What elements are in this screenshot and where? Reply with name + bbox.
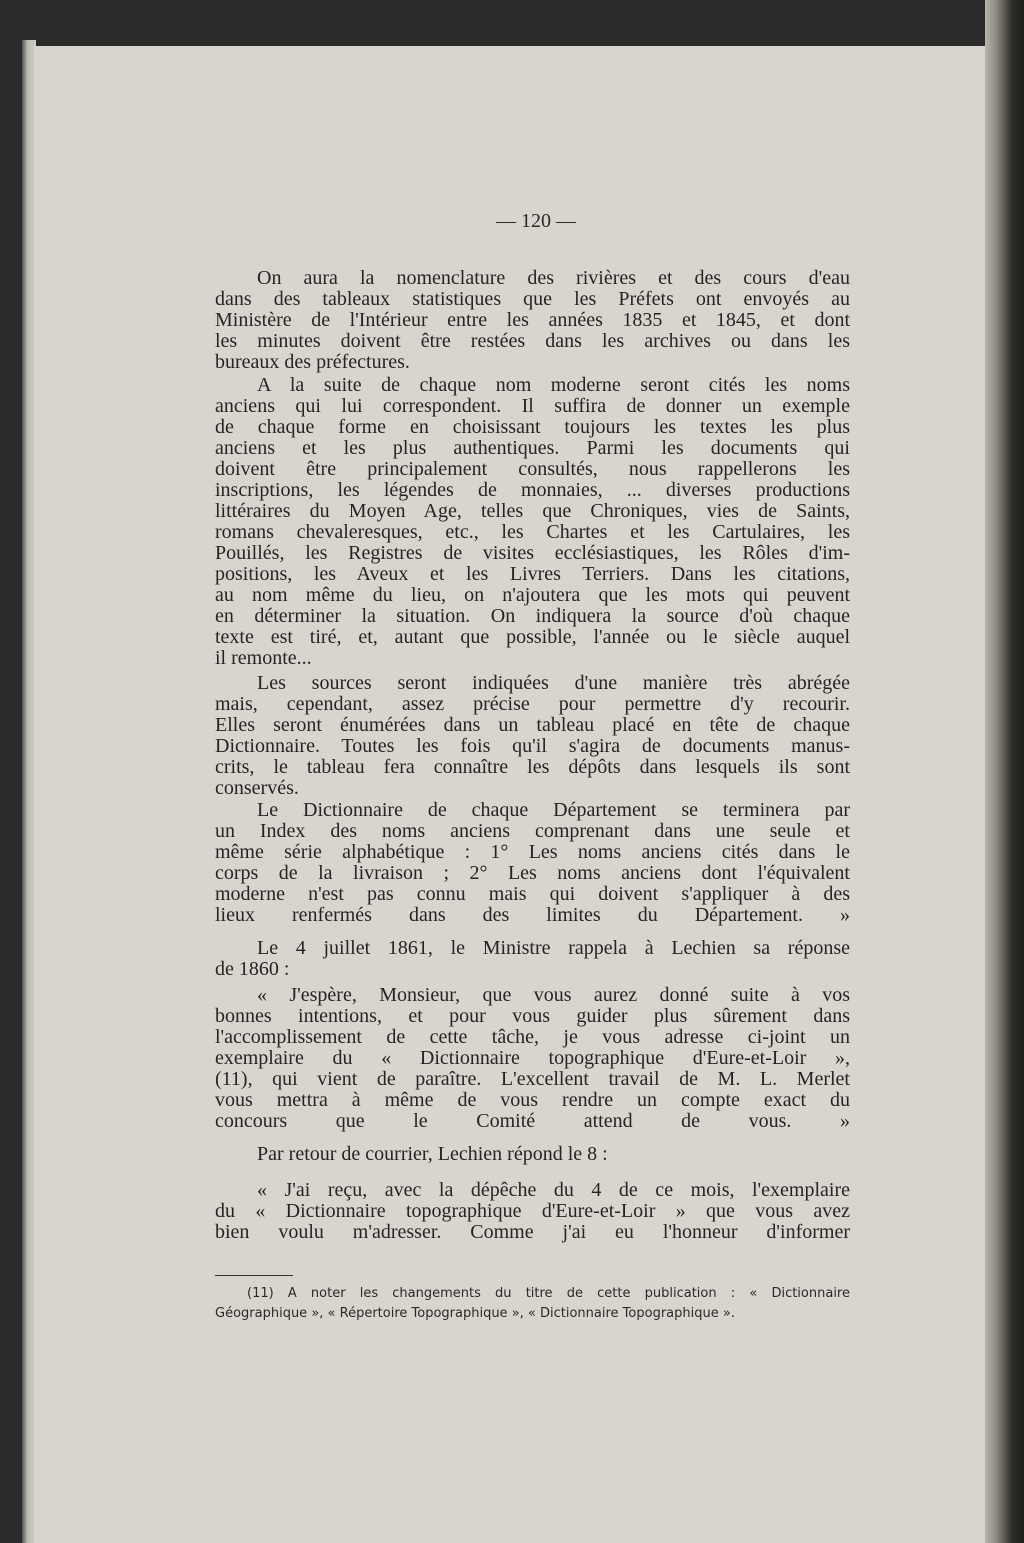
paragraph — [215, 268, 850, 373]
text-line: « J'espère, Monsieur, que vous aurez donné suite à vos — [257, 984, 850, 1006]
text-line: moderne n'est pas connu mais qui doivent s'appliquer à des — [215, 883, 850, 905]
text-line: On aura la nomenclature des rivières et des cours d'eau — [257, 267, 850, 289]
text-line: de chaque forme en choisissant toujours les textes les plus — [215, 416, 850, 438]
text-line: romans chevaleresques, etc., les Chartes et les Cartulaires, les — [215, 521, 850, 543]
text-line: dans des tableaux statistiques que les Préfets ont envoyés au — [215, 288, 850, 310]
text-line: Le 4 juillet 1861, le Ministre rappela à Lechien sa réponse — [257, 937, 850, 959]
paragraph — [215, 1180, 850, 1243]
text-line: inscriptions, les légendes de monnaies, ... diverses productions — [215, 479, 850, 501]
text-line: littéraires du Moyen Age, telles que Chroniques, vies de Saints, — [215, 500, 850, 522]
text-line: (11), qui vient de paraître. L'excellent travail de M. L. Merlet — [215, 1068, 850, 1090]
text-line: Elles seront énumérées dans un tableau placé en tête de chaque — [215, 714, 850, 736]
text-line: anciens qui lui correspondent. Il suffira de donner un exemple — [215, 395, 850, 417]
text-line: bureaux des préfectures. — [215, 351, 410, 373]
text-line: vous mettra à même de vous rendre un compte exact du — [215, 1089, 850, 1111]
text-line: corps de la livraison ; 2° Les noms anciens dont l'équivalent — [215, 862, 850, 884]
text-line: au nom même du lieu, on n'ajoutera que les mots qui peuvent — [215, 584, 850, 606]
text-line: Dictionnaire. Toutes les fois qu'il s'agira de documents manus- — [215, 735, 850, 757]
footnote-line: Géographique », « Répertoire Topographique », « Dictionnaire Topographique ». — [215, 1306, 735, 1321]
text-line: bien voulu m'adresser. Comme j'ai eu l'honneur d'informer — [215, 1221, 850, 1243]
text-line: mais, cependant, assez précise pour permettre d'y recourir. — [215, 693, 850, 715]
text-line: bonnes intentions, et pour vous guider plus sûrement dans — [215, 1005, 850, 1027]
text-line: exemplaire du « Dictionnaire topographique d'Eure-et-Loir », — [215, 1047, 850, 1069]
footnote-line: (11) A noter les changements du titre de cette publication : « Dictionnaire — [247, 1286, 850, 1301]
text-line: de 1860 : — [215, 958, 290, 980]
text-line: même série alphabétique : 1° Les noms anciens cités dans le — [215, 841, 850, 863]
text-line: l'accomplissement de cette tâche, je vous adresse ci-joint un — [215, 1026, 850, 1048]
text-line: Les sources seront indiquées d'une manière très abrégée — [257, 672, 850, 694]
text-line: Ministère de l'Intérieur entre les années 1835 et 1845, et dont — [215, 309, 850, 331]
paragraph — [215, 800, 850, 926]
text-line: conservés. — [215, 777, 299, 799]
paragraph — [215, 985, 850, 1132]
text-line: un Index des noms anciens comprenant dans une seule et — [215, 820, 850, 842]
text-line: du « Dictionnaire topographique d'Eure-et-Loir » que vous avez — [215, 1200, 850, 1222]
paragraph — [215, 1144, 850, 1165]
text-line: texte est tiré, et, autant que possible, l'année ou le siècle auquel — [215, 626, 850, 648]
footnote — [215, 1284, 850, 1324]
text-line: concours que le Comité attend de vous. » — [215, 1110, 850, 1132]
text-line: positions, les Aveux et les Livres Terriers. Dans les citations, — [215, 563, 850, 585]
page-number: — 120 — — [496, 210, 576, 232]
text-line: les minutes doivent être restées dans les archives ou dans les — [215, 330, 850, 352]
text-line: en déterminer la situation. On indiquera la source d'où chaque — [215, 605, 850, 627]
paragraph — [215, 938, 850, 980]
text-line: crits, le tableau fera connaître les dépôts dans lesquels ils sont — [215, 756, 850, 778]
text-line: « J'ai reçu, avec la dépêche du 4 de ce mois, l'exemplaire — [257, 1179, 850, 1201]
paragraph — [215, 375, 850, 669]
text-line: il remonte... — [215, 647, 312, 669]
text-line: A la suite de chaque nom moderne seront cités les noms — [257, 374, 850, 396]
text-line: doivent être principalement consultés, nous rappellerons les — [215, 458, 850, 480]
footnote-separator — [215, 1275, 293, 1276]
text-line: anciens et les plus authentiques. Parmi les documents qui — [215, 437, 850, 459]
text-line: Le Dictionnaire de chaque Département se terminera par — [257, 799, 850, 821]
paragraph — [215, 673, 850, 799]
text-line: Par retour de courrier, Lechien répond le 8 : — [257, 1143, 608, 1165]
text-line: Pouillés, les Registres de visites ecclésiastiques, les Rôles d'im- — [215, 542, 850, 564]
text-line: lieux renfermés dans des limites du Département. » — [215, 904, 850, 926]
